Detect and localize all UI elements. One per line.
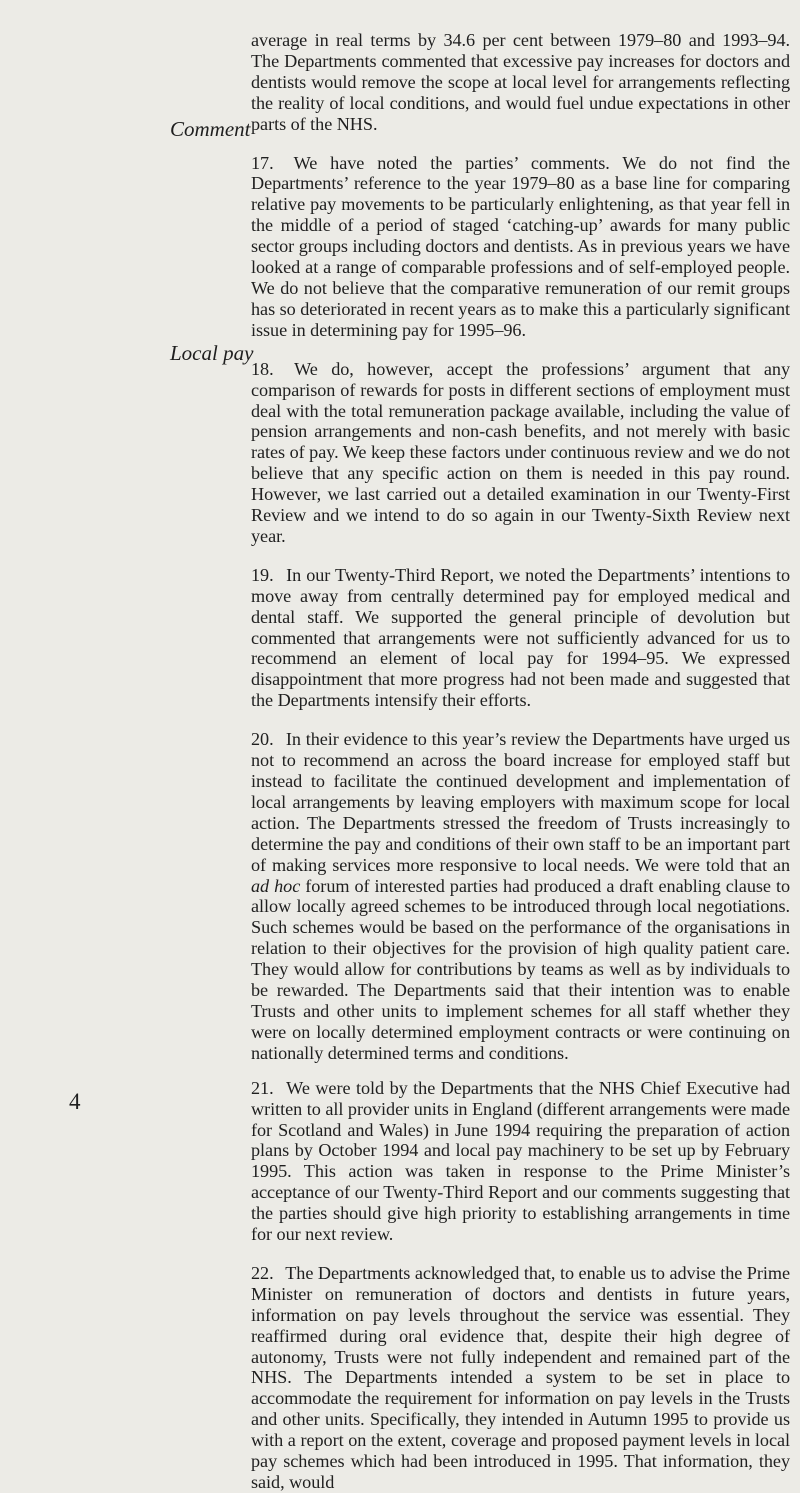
paragraph-text: average in real terms by 34.6 per cent between 1979–80 and 1993–94. The Departments commented that excessive pay increases for doctors and dentists would remove the scope at local level for arrangements reflecting the reality of local conditions, and would fuel undue expectations in other parts of the NHS. — [251, 30, 790, 134]
paragraph-text: We do, however, accept the professions’ argument that any comparison of rewards for posts in different sections of employment must deal with the total remuneration package available, including the value of pension arrangements and non-cash benefits, and not merely with basic rates of pay. We keep these factors under continuous review and we do not believe that any specific action on them is needed in this pay round. However, we last carried out a detailed examination in our Twenty-First Review and we intend to do so again in our Twenty-Sixth Review next year. — [251, 358, 790, 546]
margin-note-comment: Comment — [170, 117, 251, 141]
paragraph-continued — [251, 30, 790, 135]
paragraph-text: In our Twenty-Third Report, we noted the Departments’ intentions to move away from centrally determined pay for employed medical and dental staff. We supported the general principle of devolution but commented that arrangements were not sufficiently advanced for us to recommend an element of local pay for 1994–95. We expressed disappointment that more progress had not been made and suggested that the Departments intensify their efforts. — [251, 564, 790, 711]
paragraph-number: 22. — [251, 1262, 274, 1283]
paragraph-text: We were told by the Departments that the NHS Chief Executive had written to all provider units in England (different arrangements were made for Scotland and Wales) in June 1994 requiring the preparation of action plans by October 1994 and local pay machinery to be set up by February 1995. This action was taken in response to the Prime Minister’s acceptance of our Twenty-Third Report and our comments suggesting that the parties should give high priority to establishing arrangements in time for our next review. — [251, 1077, 790, 1245]
paragraph-number: 20. — [251, 729, 274, 750]
paragraph-text: We have noted the parties’ comments. We do not find the Departments’ reference to the year 1979–80 as a base line for comparing relative pay movements to be particularly enlightening, as that year fell in the middle of a period of staged ‘catching-up’ awards for many public sector groups including doctors and dentists. As in previous years we have looked at a range of comparable professions and of self-employed people. We do not believe that the comparative remuneration of our remit groups has so deteriorated in recent years as to make this a particularly significant issue in determining pay for 1995–96. — [251, 152, 790, 340]
margin-note-local-pay: Local pay — [170, 341, 254, 365]
paragraph-number: 19. — [251, 564, 274, 585]
paragraph-text-before-emphasis: In their evidence to this year’s review the Departments have urged us not to recommend an across the board increase for employed staff but instead to facilitate the continued development and implementation of local arrangements by leaving employers with maximum scope for local action. The Departments stressed the freedom of Trusts increasingly to determine the pay and conditions of their own staff to be an important part of making services more responsive to local needs. We were told that an — [251, 729, 790, 875]
paragraph-number: 17. — [251, 152, 274, 173]
document-body — [251, 30, 790, 1493]
paragraph-text: The Departments acknowledged that, to enable us to advise the Prime Minister on remuneration of doctors and dentists in future years, information on pay levels throughout the service was essential. They reaffirmed during oral evidence that, despite their high degree of autonomy, Trusts were not fully independent and remained part of the NHS. The Departments intended a system to be set in place to accommodate the requirement for information on pay levels in the Trusts and other units. Specifically, they intended in Autumn 1995 to provide us with a report on the extent, coverage and proposed payment levels in local pay schemes which had been introduced in 1995. That information, they said, would — [251, 1262, 791, 1492]
page-number: 4 — [69, 1089, 81, 1114]
paragraph-19 — [251, 565, 790, 711]
paragraph-number: 21. — [251, 1077, 274, 1098]
paragraph-21 — [251, 1078, 790, 1245]
paragraph-18 — [251, 359, 790, 547]
paragraph-text-after-emphasis: forum of interested parties had produced a draft enabling clause to allow locally agreed schemes to be introduced through local negotiations. Such schemes would be based on the performance of the organisations in relation to their objectives for the provision of high quality patient care. They would allow for contributions by teams as well as by individuals to be rewarded. The Departments said that their intention was to enable Trusts and other units to implement schemes for all staff whether they were on locally determined employment contracts or were continuing on nationally determined terms and conditions. — [251, 875, 790, 1063]
paragraph-emphasis: ad hoc — [251, 875, 301, 896]
paragraph-17 — [251, 153, 790, 341]
paragraph-22 — [251, 1263, 790, 1493]
paragraph-number: 18. — [251, 358, 274, 379]
paragraph-20 — [251, 729, 790, 1064]
